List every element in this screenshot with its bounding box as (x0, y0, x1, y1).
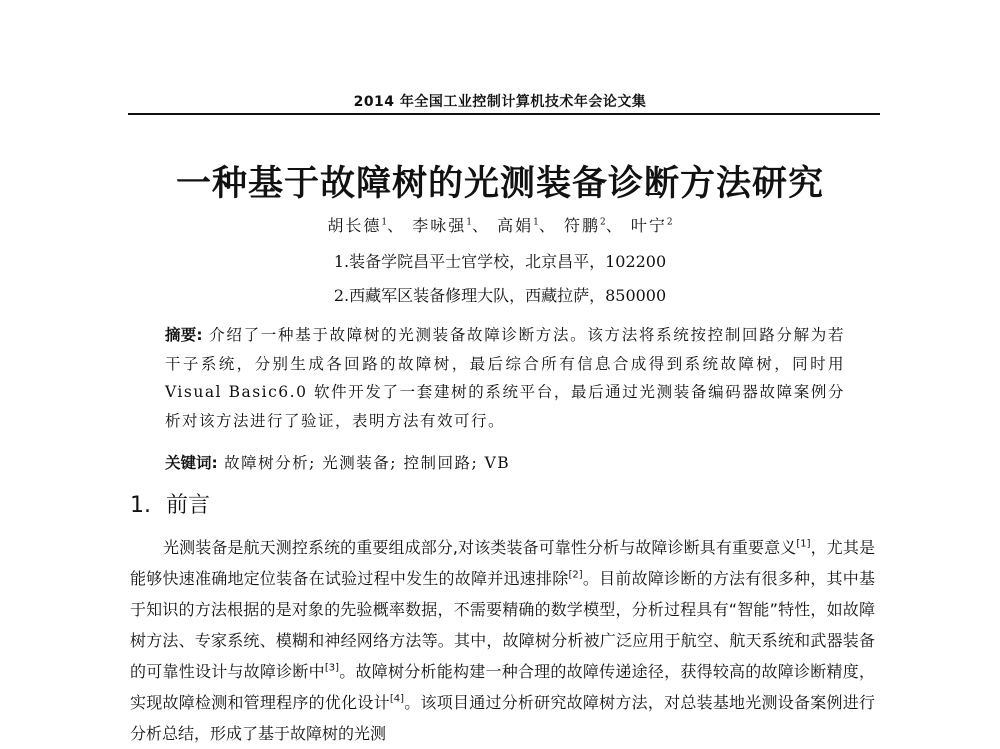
abstract-text: 介绍了一种基于故障树的光测装备故障诊断方法。该方法将系统按控制回路分解为若干子系统，分别生成各回路的故障树，最后综合所有信息合成得到系统故障树，同时用 Visual Basic6.0 软件开发了一套建树的系统平台，最后通过光测装备编码器故障案例分析对该方法进行了验证，表明方法有效可行。 (165, 326, 845, 430)
running-header: 2014 年全国工业控制计算机技术年会论文集 (353, 94, 647, 110)
abstract (165, 321, 845, 435)
author-name: 符鹏 (563, 216, 600, 235)
author-affiliation-mark: 1 (466, 217, 473, 228)
author-separator: 、 (605, 216, 624, 235)
author-name: 叶宁 (630, 216, 667, 235)
keywords (165, 451, 845, 473)
section-heading (130, 488, 210, 519)
author-separator: 、 (538, 216, 557, 235)
affiliation-2: 2.西藏军区装备修理大队，西藏拉萨，850000 (333, 286, 667, 305)
keywords-text: 故障树分析; 光测装备; 控制回路; VB (224, 454, 511, 472)
body-paragraph (130, 532, 875, 749)
author-list (0, 213, 1000, 236)
author-affiliation-mark: 2 (600, 217, 606, 228)
author-separator: 、 (387, 216, 406, 235)
citation-ref: [4] (389, 693, 405, 705)
author-name: 李咏强 (412, 216, 467, 235)
author-name: 高娟 (497, 216, 534, 235)
author-affiliation-mark: 1 (381, 217, 388, 228)
section-number: 1. (130, 493, 151, 518)
abstract-label: 摘要: (165, 326, 203, 344)
author-separator: 、 (472, 216, 491, 235)
keywords-label: 关键词: (165, 454, 218, 472)
header-rule (128, 113, 880, 115)
author-affiliation-mark: 1 (533, 217, 539, 228)
author-name: 胡长德 (327, 216, 382, 235)
body-text-segment: ，尤其是能够快速准确地定位装备在试验过程中发生的故障并迅速排除 (130, 538, 875, 588)
body-text-segment: 。目前故障诊断的方法有很多种，其中基于知识的方法根据的是对象的先验概率数据，不需要精确的数学模型，分析过程具有“智能”特性，如故障树方法、专家系统、模糊和神经网络方法等。其中，故障树分析被广泛应用于航空、航天系统和武器装备的可靠性设计与故障诊断中 (130, 569, 875, 681)
author-affiliation-mark: 2 (666, 217, 673, 228)
section-title: 前言 (166, 493, 211, 518)
affiliation-1: 1.装备学院昌平士官学校，北京昌平，102200 (333, 252, 667, 271)
paper-title: 一种基于故障树的光测装备诊断方法研究 (175, 164, 824, 204)
body-text-segment: 。故障树分析能构建一种合理的故障传递途径，获得较高的故障诊断精度，实现故障检测和管理程序的优化设计 (130, 662, 875, 712)
citation-ref: [2] (568, 569, 583, 581)
body-text-segment: 。该项目通过分析研究故障树方法，对总装基地光测设备案例进行分析总结，形成了基于故障树的光测 (130, 693, 875, 743)
citation-ref: [1] (796, 538, 811, 550)
body-text-segment: 光测装备是航天测控系统的重要组成部分,对该类装备可靠性分析与故障诊断具有重要意义 (163, 538, 797, 557)
citation-ref: [3] (324, 662, 340, 674)
